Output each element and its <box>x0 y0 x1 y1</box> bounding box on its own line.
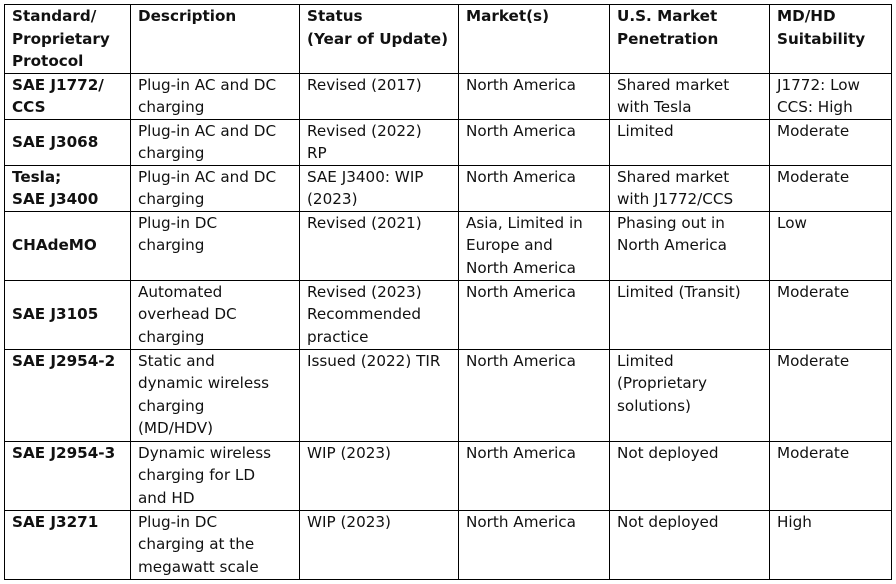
table-row <box>5 349 892 441</box>
cell-us-penetration: Not deployed <box>610 441 770 510</box>
cell-markets: North America <box>459 441 610 510</box>
cell-standard: CHAdeMO <box>5 211 131 280</box>
standards-table <box>4 4 892 580</box>
cell-standard: Tesla; SAE J3400 <box>5 165 131 211</box>
cell-status: Revised (2022) RP <box>300 119 459 165</box>
cell-description: Plug-in DC charging at the megawatt scale <box>131 510 300 579</box>
table-row <box>5 119 892 165</box>
cell-status: Issued (2022) TIR <box>300 349 459 441</box>
table-row <box>5 441 892 510</box>
cell-mdhd-suitability: High <box>770 510 892 579</box>
cell-description: Automated overhead DC charging <box>131 280 300 349</box>
cell-standard: SAE J1772/ CCS <box>5 73 131 119</box>
cell-markets: North America <box>459 165 610 211</box>
cell-markets: North America <box>459 119 610 165</box>
cell-mdhd-suitability: Moderate <box>770 119 892 165</box>
cell-mdhd-suitability: Moderate <box>770 280 892 349</box>
cell-standard: SAE J3068 <box>5 119 131 165</box>
cell-us-penetration: Shared market with Tesla <box>610 73 770 119</box>
cell-description: Plug-in AC and DC charging <box>131 165 300 211</box>
cell-description: Dynamic wireless charging for LD and HD <box>131 441 300 510</box>
cell-description: Plug-in AC and DC charging <box>131 119 300 165</box>
cell-description: Plug-in DC charging <box>131 211 300 280</box>
cell-us-penetration: Limited (Proprietary solutions) <box>610 349 770 441</box>
header-standard: Standard/ Proprietary Protocol <box>5 5 131 74</box>
table-header <box>5 5 892 74</box>
cell-status: WIP (2023) <box>300 441 459 510</box>
cell-status: Revised (2023) Recommended practice <box>300 280 459 349</box>
cell-standard: SAE J2954-2 <box>5 349 131 441</box>
cell-status: Revised (2017) <box>300 73 459 119</box>
cell-mdhd-suitability: Low <box>770 211 892 280</box>
table-row <box>5 211 892 280</box>
cell-markets: North America <box>459 73 610 119</box>
cell-us-penetration: Phasing out in North America <box>610 211 770 280</box>
cell-mdhd-suitability: Moderate <box>770 165 892 211</box>
header-description: Description <box>131 5 300 74</box>
cell-mdhd-suitability: J1772: Low CCS: High <box>770 73 892 119</box>
cell-status: WIP (2023) <box>300 510 459 579</box>
cell-us-penetration: Not deployed <box>610 510 770 579</box>
cell-standard: SAE J3271 <box>5 510 131 579</box>
header-row <box>5 5 892 74</box>
cell-standard: SAE J2954-3 <box>5 441 131 510</box>
header-markets: Market(s) <box>459 5 610 74</box>
header-status: Status (Year of Update) <box>300 5 459 74</box>
cell-description: Static and dynamic wireless charging (MD/HDV) <box>131 349 300 441</box>
cell-markets: North America <box>459 280 610 349</box>
table-row <box>5 165 892 211</box>
cell-markets: North America <box>459 510 610 579</box>
cell-markets: Asia, Limited in Europe and North America <box>459 211 610 280</box>
cell-markets: North America <box>459 349 610 441</box>
cell-mdhd-suitability: Moderate <box>770 349 892 441</box>
cell-us-penetration: Shared market with J1772/CCS <box>610 165 770 211</box>
cell-us-penetration: Limited (Transit) <box>610 280 770 349</box>
cell-description: Plug-in AC and DC charging <box>131 73 300 119</box>
table-row <box>5 280 892 349</box>
cell-us-penetration: Limited <box>610 119 770 165</box>
table-row <box>5 510 892 579</box>
cell-status: Revised (2021) <box>300 211 459 280</box>
cell-mdhd-suitability: Moderate <box>770 441 892 510</box>
header-mdhd-suitability: MD/HD Suitability <box>770 5 892 74</box>
cell-standard: SAE J3105 <box>5 280 131 349</box>
cell-status: SAE J3400: WIP (2023) <box>300 165 459 211</box>
table-body <box>5 73 892 579</box>
table-row <box>5 73 892 119</box>
header-us-penetration: U.S. Market Penetration <box>610 5 770 74</box>
